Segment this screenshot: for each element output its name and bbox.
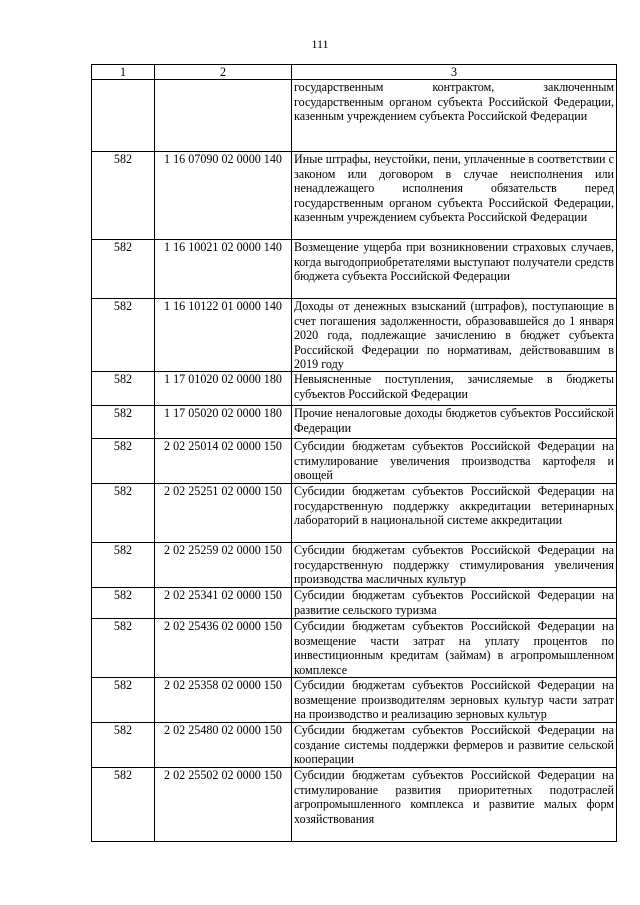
- table-row: [92, 80, 617, 152]
- budget-code-cell: 2 02 25251 02 0000 150: [155, 484, 292, 543]
- description-cell: Субсидии бюджетам субъектов Российской Федерации на возмещение производителям зерновых культур части затрат на производство и реализацию зерновых культур: [292, 678, 617, 723]
- description-cell: Субсидии бюджетам субъектов Российской Федерации на развитие сельского туризма: [292, 588, 617, 619]
- table-row: [92, 543, 617, 588]
- budget-code-cell: 2 02 25502 02 0000 150: [155, 768, 292, 842]
- budget-code-cell: 2 02 25480 02 0000 150: [155, 723, 292, 768]
- column-header-1: 1: [92, 65, 155, 80]
- table-row: [92, 406, 617, 439]
- column-header-3: 3: [292, 65, 617, 80]
- admin-code-cell: 582: [92, 240, 155, 299]
- description-cell: Возмещение ущерба при возникновении страховых случаев, когда выгодоприобретателями выступают получатели средств бюджета субъекта Российской Федерации: [292, 240, 617, 299]
- admin-code-cell: 582: [92, 406, 155, 439]
- description-cell: Субсидии бюджетам субъектов Российской Федерации на возмещение части затрат на уплату процентов по инвестиционным кредитам (займам) в агропромышленном комплексе: [292, 619, 617, 678]
- page-number: 111: [311, 37, 329, 51]
- revenue-codes-table: [91, 64, 617, 842]
- budget-code-cell: 2 02 25358 02 0000 150: [155, 678, 292, 723]
- column-header-2: 2: [155, 65, 292, 80]
- budget-code-cell: 1 16 07090 02 0000 140: [155, 152, 292, 240]
- description-cell: Субсидии бюджетам субъектов Российской Федерации на стимулирование развития приоритетных подотраслей агропромышленного комплекса и развитие малых форм хозяйствования: [292, 768, 617, 842]
- description-cell: Прочие неналоговые доходы бюджетов субъектов Российской Федерации: [292, 406, 617, 439]
- budget-code-cell: 2 02 25259 02 0000 150: [155, 543, 292, 588]
- admin-code-cell: 582: [92, 543, 155, 588]
- budget-code-cell: 1 17 01020 02 0000 180: [155, 372, 292, 406]
- admin-code-cell: 582: [92, 588, 155, 619]
- description-cell: Субсидии бюджетам субъектов Российской Федерации на государственную поддержку стимулирования увеличения производства масличных культур: [292, 543, 617, 588]
- table-row: [92, 372, 617, 406]
- admin-code-cell: 582: [92, 299, 155, 372]
- admin-code-cell: 582: [92, 372, 155, 406]
- budget-code-cell: 2 02 25341 02 0000 150: [155, 588, 292, 619]
- budget-code-cell: 1 16 10021 02 0000 140: [155, 240, 292, 299]
- admin-code-cell: 582: [92, 439, 155, 484]
- admin-code-cell: 582: [92, 484, 155, 543]
- description-cell: Иные штрафы, неустойки, пени, уплаченные в соответствии с законом или договором в случае неисполнения или ненадлежащего исполнения обязательств перед государственным органом субъекта Российской Федерации, казенным учреждением субъекта Российской Федерации: [292, 152, 617, 240]
- table-row: [92, 588, 617, 619]
- admin-code-cell: 582: [92, 619, 155, 678]
- admin-code-cell: 582: [92, 768, 155, 842]
- table-row: [92, 152, 617, 240]
- description-cell: Субсидии бюджетам субъектов Российской Федерации на государственную поддержку аккредитации ветеринарных лабораторий в национальной системе аккредитации: [292, 484, 617, 543]
- table-row: [92, 439, 617, 484]
- table-header-row: [92, 65, 617, 80]
- admin-code-cell: 582: [92, 678, 155, 723]
- table-row: [92, 619, 617, 678]
- admin-code-cell: 582: [92, 152, 155, 240]
- description-cell: Доходы от денежных взысканий (штрафов), поступающие в счет погашения задолженности, образовавшейся до 1 января 2020 года, подлежащие зачислению в бюджет субъекта Российской Федерации по нормативам, действовавшим в 2019 году: [292, 299, 617, 372]
- budget-code-cell: 1 16 10122 01 0000 140: [155, 299, 292, 372]
- admin-code-cell: 582: [92, 723, 155, 768]
- budget-code-cell: [155, 80, 292, 152]
- description-cell: Субсидии бюджетам субъектов Российской Федерации на создание системы поддержки фермеров и развитие сельской кооперации: [292, 723, 617, 768]
- budget-code-cell: 2 02 25014 02 0000 150: [155, 439, 292, 484]
- table-row: [92, 678, 617, 723]
- description-cell: Невыясненные поступления, зачисляемые в бюджеты субъектов Российской Федерации: [292, 372, 617, 406]
- budget-code-cell: 2 02 25436 02 0000 150: [155, 619, 292, 678]
- description-cell: государственным контрактом, заключенным государственным органом субъекта Российской Федерации, казенным учреждением субъекта Российской Федерации: [292, 80, 617, 152]
- table-row: [92, 240, 617, 299]
- table-row: [92, 723, 617, 768]
- description-cell: Субсидии бюджетам субъектов Российской Федерации на стимулирование увеличения производства картофеля и овощей: [292, 439, 617, 484]
- admin-code-cell: [92, 80, 155, 152]
- table-row: [92, 484, 617, 543]
- table-row: [92, 768, 617, 842]
- table-row: [92, 299, 617, 372]
- budget-code-cell: 1 17 05020 02 0000 180: [155, 406, 292, 439]
